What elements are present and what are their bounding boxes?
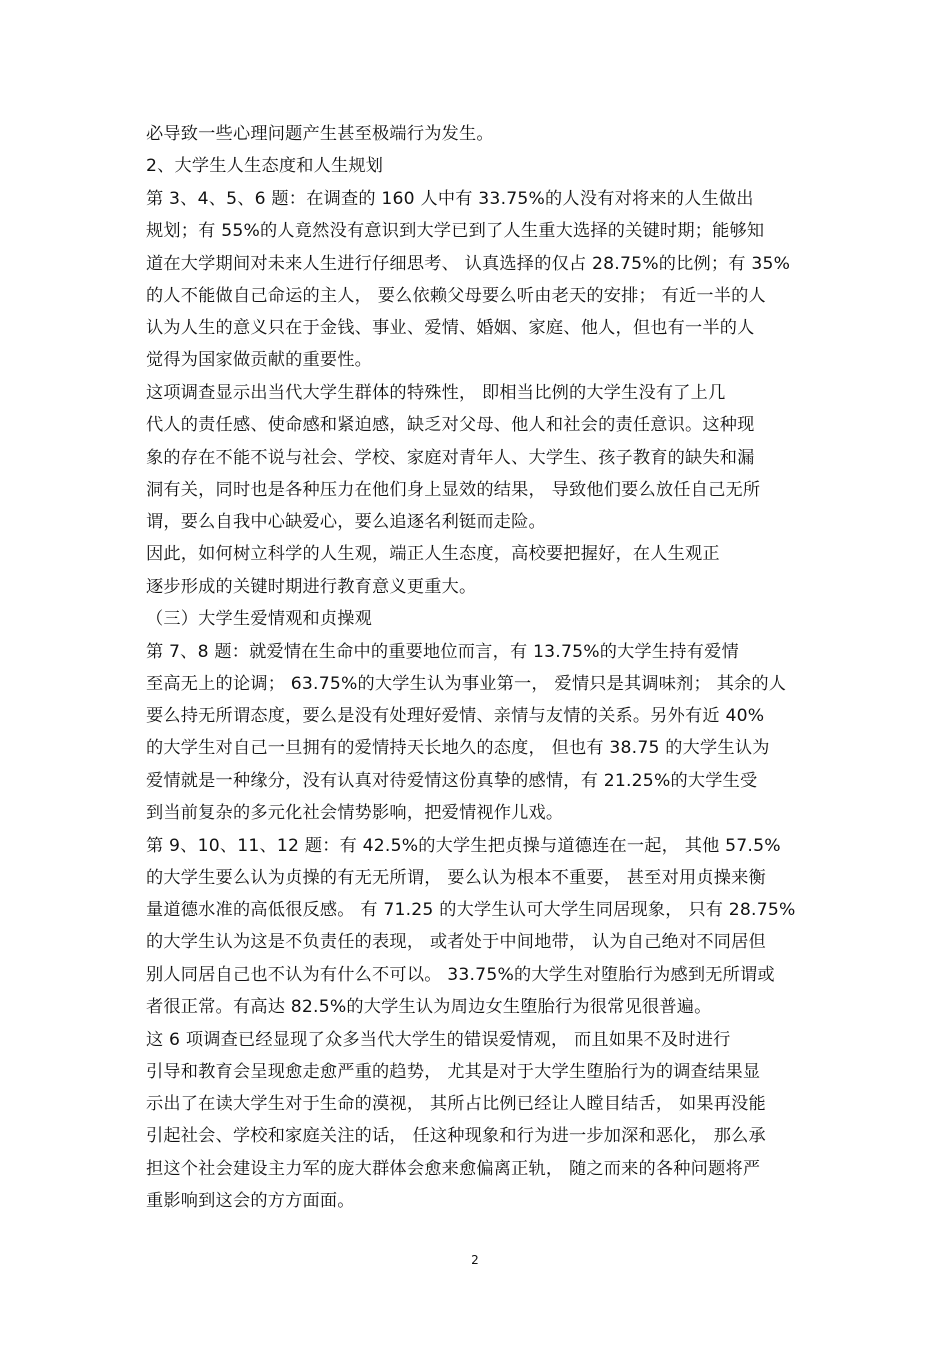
text-line: 洞有关，同时也是各种压力在他们身上显效的结果， 导致他们要么放任自己无所	[146, 480, 761, 500]
text-line: 爱情就是一种缘分，没有认真对待爱情这份真挚的感情，有 21.25%的大学生受	[146, 771, 758, 791]
text-line: 量道德水准的高低很反感。 有 71.25 的大学生认可大学生同居现象， 只有 28.75%	[146, 900, 796, 920]
text-line: 象的存在不能不说与社会、学校、家庭对青年人、大学生、孩子教育的缺失和漏	[146, 448, 755, 468]
text-line: 觉得为国家做贡献的重要性。	[146, 350, 373, 370]
text-line: 代人的责任感、使命感和紧迫感，缺乏对父母、他人和社会的责任意识。这种现	[146, 415, 755, 435]
text-line: 重影响到这会的方方面面。	[146, 1191, 355, 1211]
text-line: 的大学生对自己一旦拥有的爱情持天长地久的态度， 但也有 38.75 的大学生认为	[146, 738, 770, 758]
text-line: 引起社会、学校和家庭关注的话， 任这种现象和行为进一步加深和恶化， 那么承	[146, 1126, 766, 1146]
text-line: 这 6 项调查已经显现了众多当代大学生的错误爱情观， 而且如果不及时进行	[146, 1030, 731, 1050]
text-line: 到当前复杂的多元化社会情势影响，把爱情视作儿戏。	[146, 803, 564, 823]
text-line: 至高无上的论调； 63.75%的大学生认为事业第一， 爱情只是其调味剂； 其余的人	[146, 674, 787, 694]
text-line: 的人不能做自己命运的主人， 要么依赖父母要么听由老天的安排； 有近一半的人	[146, 286, 766, 306]
text-line: 这项调查显示出当代大学生群体的特殊性， 即相当比例的大学生没有了上几	[146, 383, 726, 403]
text-line: 示出了在读大学生对于生命的漠视， 其所占比例已经让人瞠目结舌， 如果再没能	[146, 1094, 766, 1114]
text-line: 要么持无所谓态度，要么是没有处理好爱情、亲情与友情的关系。另外有近 40%	[146, 706, 765, 726]
text-line: （三）大学生爱情观和贞操观	[146, 609, 373, 629]
text-line: 担这个社会建设主力军的庞大群体会愈来愈偏离正轨， 随之而来的各种问题将严	[146, 1159, 761, 1179]
text-line: 必导致一些心理问题产生甚至极端行为发生。	[146, 124, 494, 144]
text-line: 第 7、8 题：就爱情在生命中的重要地位而言，有 13.75%的大学生持有爱情	[146, 642, 739, 662]
text-line: 逐步形成的关键时期进行教育意义更重大。	[146, 577, 477, 597]
text-line: 2、大学生人生态度和人生规划	[146, 156, 384, 176]
text-line: 规划；有 55%的人竟然没有意识到大学已到了人生重大选择的关键时期；能够知	[146, 221, 765, 241]
text-line: 认为人生的意义只在于金钱、事业、爱情、婚姻、家庭、他人，但也有一半的人	[146, 318, 755, 338]
text-line: 道在大学期间对未来人生进行仔细思考、 认真选择的仅占 28.75%的比例；有 35%	[146, 254, 791, 274]
text-line: 引导和教育会呈现愈走愈严重的趋势， 尤其是对于大学生堕胎行为的调查结果显	[146, 1062, 761, 1082]
text-line: 谓，要么自我中心缺爱心，要么追逐名利铤而走险。	[146, 512, 546, 532]
text-line: 因此，如何树立科学的人生观，端正人生态度，高校要把握好，在人生观正	[146, 544, 720, 564]
text-line: 别人同居自己也不认为有什么不可以。 33.75%的大学生对堕胎行为感到无所谓或	[146, 965, 775, 985]
text-line: 者很正常。有高达 82.5%的大学生认为周边女生堕胎行为很常见很普遍。	[146, 997, 712, 1017]
text-line: 第 3、4、5、6 题：在调查的 160 人中有 33.75%的人没有对将来的人生做出	[146, 189, 754, 209]
text-line: 的大学生要么认为贞操的有无无所谓， 要么认为根本不重要， 甚至对用贞操来衡	[146, 868, 766, 888]
page-number: 2	[471, 1253, 479, 1267]
text-line: 第 9、10、11、12 题：有 42.5%的大学生把贞操与道德连在一起， 其他 57.5%	[146, 836, 781, 856]
text-line: 的大学生认为这是不负责任的表现， 或者处于中间地带， 认为自己绝对不同居但	[146, 932, 766, 952]
